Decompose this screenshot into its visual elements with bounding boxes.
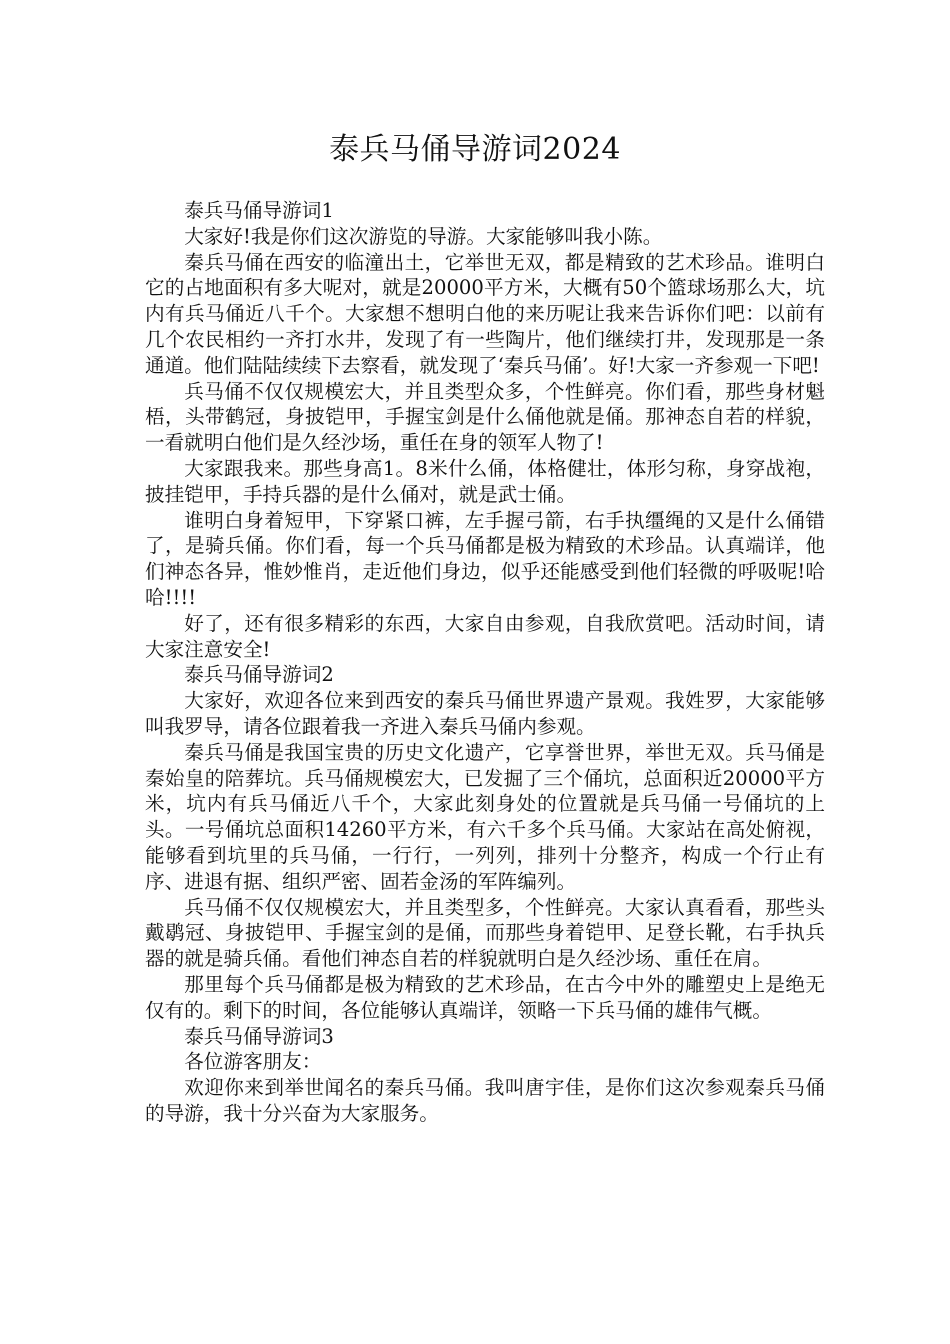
paragraph: 欢迎你来到举世闻名的秦兵马俑。我叫唐宇佳，是你们这次参观秦兵马俑的导游，我十分兴奋为大家服务。 (145, 1076, 825, 1125)
paragraph: 大家好，欢迎各位来到西安的秦兵马俑世界遗产景观。我姓罗，大家能够叫我罗导，请各位跟着我一齐进入秦兵马俑内参观。 (145, 689, 825, 738)
section-heading-1: 泰兵马俑导游词1 (184, 199, 334, 222)
paragraph: 大家跟我来。那些身高1。8米什么俑，体格健壮，体形匀称，身穿战袍，披挂铠甲，手持兵器的是什么俑对，就是武士俑。 (145, 456, 825, 506)
paragraph: 兵马俑不仅仅规模宏大，并且类型多，个性鲜亮。大家认真看看，那些头戴鹖冠、身披铠甲、手握宝剑的是俑，而那些身着铠甲、足登长靴，右手执兵器的就是骑兵俑。看他们神态自若的样貌就明白是久经沙场、重任在肩。 (145, 895, 825, 971)
document-title: 泰兵马俑导游词2024 (329, 132, 621, 167)
greeting: 各位游客朋友： (184, 1050, 322, 1074)
paragraph: 大家好!我是你们这次游览的导游。大家能够叫我小陈。 (184, 224, 663, 248)
paragraph: 兵马俑不仅仅规模宏大，并且类型众多，个性鲜亮。你们看，那些身材魁梧，头带鹤冠，身披铠甲，手握宝剑是什么俑他就是俑。那神态自若的样貌，一看就明白他们是久经沙场，重任在身的领军人物了! (145, 379, 825, 455)
document-body (145, 198, 825, 1127)
paragraph: 秦兵马俑是我国宝贵的历史文化遗产，它享誉世界，举世无双。兵马俑是秦始皇的陪葬坑。兵马俑规模宏大，已发掘了三个俑坑，总面积近20000平方米，坑内有兵马俑近八千个，大家此刻身处的位置就是兵马俑一号俑坑的上头。一号俑坑总面积14260平方米，有六千多个兵马俑。大家站在高处俯视，能够看到坑里的兵马俑，一行行，一列列，排列十分整齐，构成一个行止有序、进退有据、组织严密、固若金汤的军阵编列。 (145, 740, 825, 893)
paragraph: 谁明白身着短甲，下穿紧口裤，左手握弓箭，右手执缰绳的又是什么俑错了，是骑兵俑。你们看，每一个兵马俑都是极为精致的术珍品。认真端详，他们神态各异，惟妙惟肖，走近他们身边，似乎还能感受到他们轻微的呼吸呢!哈哈!!!! (145, 508, 825, 609)
paragraph: 秦兵马俑在西安的临潼出土，它举世无双，都是精致的艺术珍品。谁明白它的占地面积有多大呢对，就是20000平方米，大概有50个篮球场那么大，坑内有兵马俑近八千个。大家想不想明白他的来历呢让我来告诉你们吧：以前有几个农民相约一齐打水井，发现了有一些陶片，他们继续打井，发现那是一条通道。他们陆陆续续下去察看，就发现了‘秦兵马俑’。好!大家一齐参观一下吧! (145, 250, 825, 377)
paragraph: 好了，还有很多精彩的东西，大家自由参观，自我欣赏吧。活动时间，请大家注意安全! (145, 611, 825, 661)
section-heading-2: 泰兵马俑导游词2 (184, 663, 334, 687)
section-heading-3: 泰兵马俑导游词3 (184, 1024, 334, 1048)
paragraph: 那里每个兵马俑都是极为精致的艺术珍品，在古今中外的雕塑史上是绝无仅有的。剩下的时间，各位能够认真端详，领略一下兵马俑的雄伟气概。 (145, 972, 825, 1022)
